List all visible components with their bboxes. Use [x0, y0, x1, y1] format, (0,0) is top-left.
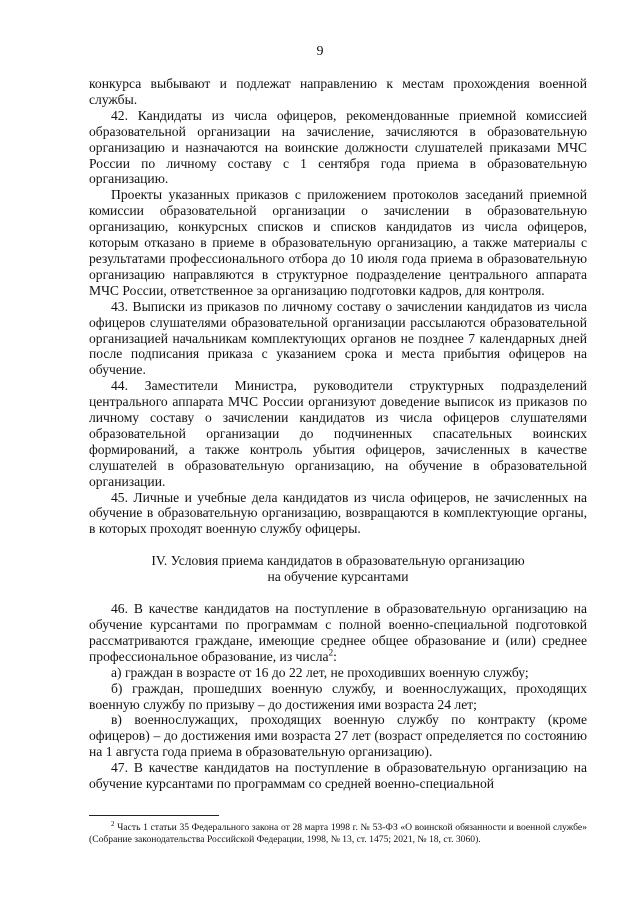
footnote — [89, 819, 587, 846]
paragraph-46-text: 46. В качестве кандидатов на поступление в образовательную организацию на обучение курсантами по программам с полной военно-специальной подготовкой рассматриваются граждане, имеющие среднее общее образование и (или) среднее профессиональное образование, из числа — [89, 601, 587, 664]
list-item-a: а) граждан в возрасте от 16 до 22 лет, не проходивших военную службу; — [111, 664, 529, 680]
footnote-mark: 2 — [111, 819, 115, 828]
document-body — [89, 76, 587, 792]
footnote-divider — [89, 815, 219, 816]
page-number: 9 — [316, 44, 324, 59]
footnote-text: Часть 1 статьи 35 Федерального закона от 28 марта 1998 г. № 53-ФЗ «О воинской обязанности и военной службе» (Собрание законодательства Российской Федерации, 1998, № 13, ст. 1475; 2021, № 18, ст. 3060). — [89, 822, 587, 845]
list-item-c: в) военнослужащих, проходящих военную службу по контракту (кроме офицеров) – до достижения ими возраста 27 лет (возраст определяется по состоянию на 1 августа года приема в образовательную организацию). — [89, 712, 587, 760]
paragraph-44: 44. Заместители Министра, руководители структурных подразделений центрального аппарата МЧС России организуют доведение выписок из приказов по личному составу о зачислении кандидатов из числа офицеров слушателями образовательной организации до подчиненных спасательных воинских формирований, а также контроль убытия офицеров, зачисленных в качестве слушателей в образовательную организацию, на обучение в образовательной организации. — [89, 378, 587, 489]
paragraph-47: 47. В качестве кандидатов на поступление в образовательную организацию на обучение курсантами по программам со средней военно-специальной — [89, 760, 587, 792]
paragraph-42-drafts: Проекты указанных приказов с приложением протоколов заседаний приемной комиссии образовательной организации о зачислении в образовательную организацию, конкурсных списков и списков кандидатов из числа офицеров, которым отказано в приеме в образовательную организацию, а также материалы с результатами профессионального отбора до 10 июля года приема в образовательную организацию направляются в структурное подразделение центрального аппарата МЧС России, ответственное за организацию подготовки кадров, для контроля. — [89, 187, 587, 298]
paragraph-45: 45. Личные и учебные дела кандидатов из числа офицеров, не зачисленных на обучение в образовательную организацию, возвращаются в комплектующие органы, в которых проходят военную службу офицеры. — [89, 489, 587, 537]
section-heading-line-2: на обучение курсантами — [267, 569, 409, 585]
paragraph-42: 42. Кандидаты из числа офицеров, рекомендованные приемной комиссией образовательной организации на зачисление, зачисляются в образовательную организацию и назначаются на воинские должности слушателей приказами МЧС России по личному составу с 1 сентября года приема в образовательную организацию. — [89, 107, 587, 187]
paragraph-43: 43. Выписки из приказов по личному составу о зачислении кандидатов из числа офицеров слушателями образовательной организации рассылаются образовательной организацией начальникам комплектующих органов не позднее 7 календарных дней после подписания приказа с указанием срока и места прибытия офицеров на обучение. — [89, 298, 587, 378]
paragraph-continuation: конкурса выбывают и подлежат направлению к местам прохождения военной службы. — [89, 76, 587, 107]
section-heading-line-1: IV. Условия приема кандидатов в образовательную организацию — [151, 553, 525, 569]
paragraph-46-tail: : — [333, 648, 337, 664]
section-heading — [89, 553, 587, 585]
footnote-reference: 2 — [328, 647, 334, 658]
list-item-b: б) граждан, прошедших военную службу, и военнослужащих, проходящих военную службу по призыву – до достижения ими возраста 24 лет; — [89, 680, 587, 712]
paragraph-46 — [89, 601, 587, 665]
